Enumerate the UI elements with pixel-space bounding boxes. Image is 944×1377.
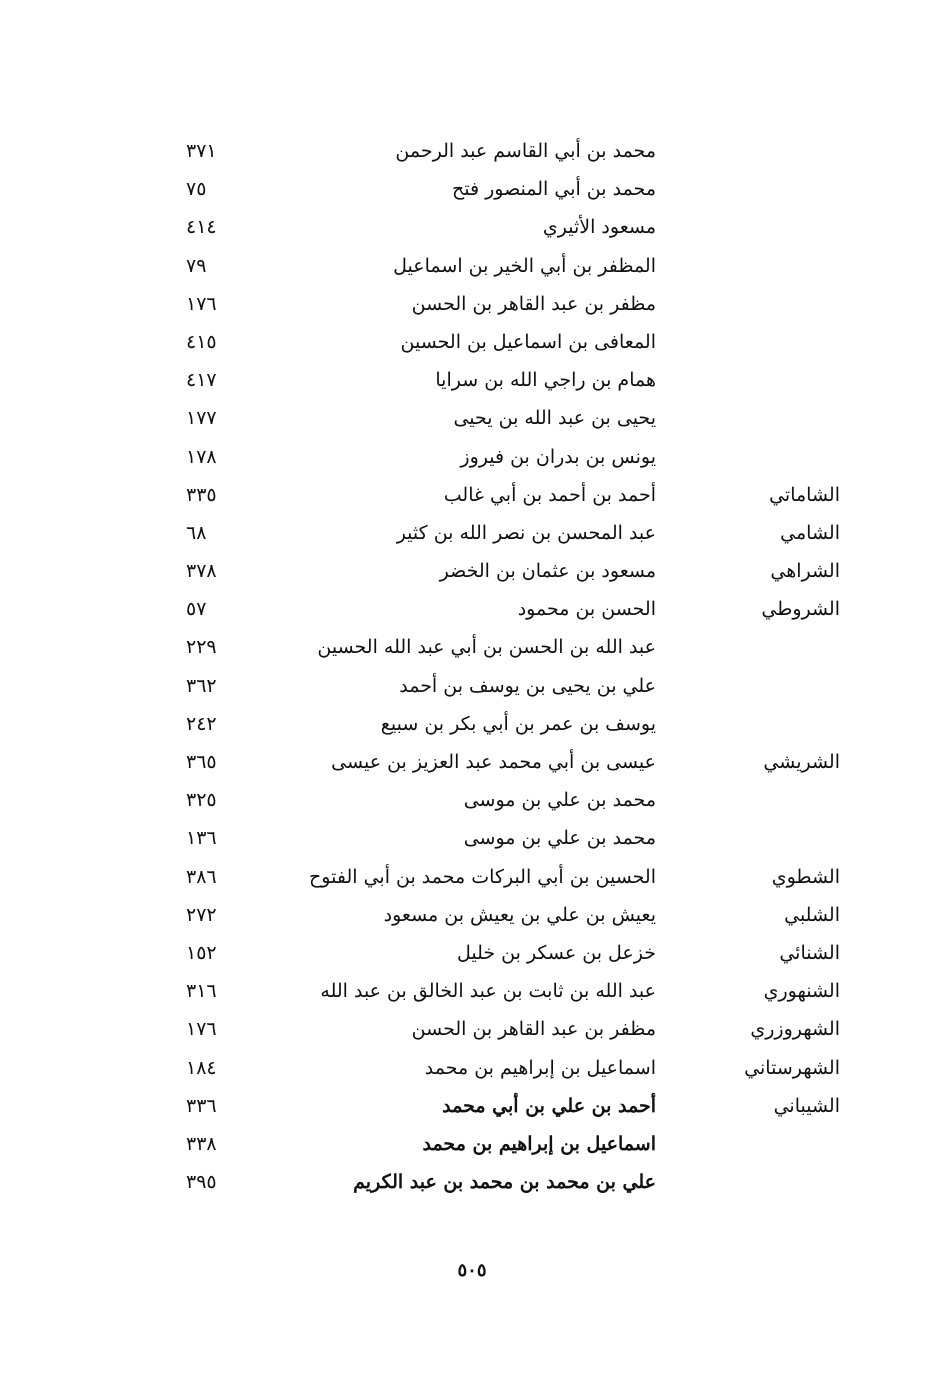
person-name: الحسين بن أبي البركات محمد بن أبي الفتوح	[309, 865, 656, 888]
page-ref: ١٣٦	[186, 827, 217, 850]
nisba-label: الشراهي	[770, 560, 840, 583]
person-name: عبد الله بن الحسن بن أبي عبد الله الحسين	[317, 636, 656, 659]
person-name: علي بن محمد بن محمد بن عبد الكريم	[353, 1171, 656, 1194]
person-name: عيسى بن أبي محمد عبد العزيز بن عيسى	[331, 751, 656, 773]
index-entry	[0, 1010, 944, 1048]
index-entry	[0, 1125, 944, 1163]
page-ref: ٣٦٢	[186, 674, 217, 697]
page-ref: ١٧٦	[186, 292, 217, 315]
index-entry	[0, 1087, 944, 1125]
index-entry	[0, 819, 944, 857]
person-name: يوسف بن عمر بن أبي بكر بن سبيع	[380, 712, 656, 735]
page-ref: ١٧٨	[186, 445, 217, 468]
person-name: مظفر بن عبد القاهر بن الحسن	[411, 292, 656, 315]
index-entry	[0, 361, 944, 399]
index-entry	[0, 247, 944, 285]
nisba-label: الشطوي	[771, 865, 840, 888]
person-name: أحمد بن أحمد بن أبي غالب	[443, 483, 656, 506]
person-name: همام بن راجي الله بن سرايا	[435, 369, 656, 392]
index-entry	[0, 514, 944, 552]
page-ref: ١٨٤	[186, 1056, 217, 1079]
index-entry	[0, 132, 944, 170]
index-entry	[0, 858, 944, 896]
page-ref: ١٥٢	[186, 941, 217, 964]
person-name: الحسن بن محمود	[517, 598, 656, 621]
index-entry	[0, 743, 944, 781]
page-ref: ٣٦٥	[186, 751, 217, 773]
page-ref: ٣٧١	[186, 140, 217, 162]
person-name: أحمد بن علي بن أبي محمد	[442, 1094, 656, 1117]
page-ref: ٢٧٢	[186, 903, 217, 926]
person-name: عبد المحسن بن نصر الله بن كثير	[396, 521, 656, 544]
index-entry	[0, 590, 944, 628]
person-name: محمد بن أبي القاسم عبد الرحمن	[395, 140, 656, 162]
index-entry	[0, 552, 944, 590]
page-ref: ٣٣٨	[186, 1132, 217, 1155]
page-number: ٥٠٥	[457, 1260, 487, 1281]
index-entry	[0, 896, 944, 934]
person-name: مسعود بن عثمان بن الخضر	[439, 560, 656, 583]
index-entry	[0, 438, 944, 476]
person-name: يحيى بن عبد الله بن يحيى	[453, 407, 656, 430]
person-name: اسماعيل بن إبراهيم بن محمد	[424, 1056, 656, 1079]
person-name: يونس بن بدران بن فيروز	[460, 445, 656, 468]
person-name: اسماعيل بن إبراهيم بن محمد	[422, 1132, 656, 1155]
person-name: خزعل بن عسكر بن خليل	[456, 941, 656, 964]
page-ref: ٦٨	[186, 521, 207, 544]
index-entry	[0, 323, 944, 361]
index-entry	[0, 972, 944, 1010]
index-entry	[0, 208, 944, 246]
index-entry	[0, 476, 944, 514]
nisba-label: الشروطي	[761, 598, 840, 621]
page-ref: ٧٩	[186, 254, 207, 277]
index-list	[0, 132, 944, 1201]
person-name: محمد بن علي بن موسى	[463, 789, 656, 812]
index-entry	[0, 170, 944, 208]
page-ref: ٣٣٦	[186, 1094, 217, 1117]
person-name: محمد بن علي بن موسى	[463, 827, 656, 850]
index-entry	[0, 628, 944, 666]
nisba-label: الشهروزري	[750, 1018, 840, 1041]
person-name: مظفر بن عبد القاهر بن الحسن	[411, 1018, 656, 1041]
index-entry	[0, 1049, 944, 1087]
page-ref: ٥٧	[186, 598, 207, 621]
person-name: عبد الله بن ثابت بن عبد الخالق بن عبد الله	[320, 980, 656, 1003]
page-ref: ٢٢٩	[186, 636, 217, 659]
index-entry	[0, 285, 944, 323]
nisba-label: الشريشي	[763, 751, 840, 773]
page-ref: ٣٩٥	[186, 1171, 217, 1194]
nisba-label: الشنهوري	[763, 980, 840, 1003]
index-entry	[0, 934, 944, 972]
person-name: محمد بن أبي المنصور فتح	[451, 178, 656, 201]
nisba-label: الشامي	[780, 521, 840, 544]
index-entry	[0, 1163, 944, 1201]
index-entry	[0, 781, 944, 819]
person-name: المعافى بن اسماعيل بن الحسين	[400, 330, 656, 353]
nisba-label: الشاماتي	[769, 483, 840, 506]
page-ref: ٣٨٦	[186, 865, 217, 888]
nisba-label: الشلبي	[784, 903, 840, 926]
index-entry	[0, 705, 944, 743]
person-name: مسعود الأثيري	[542, 216, 656, 239]
person-name: المظفر بن أبي الخير بن اسماعيل	[393, 254, 656, 277]
page-ref: ١٧٧	[186, 407, 217, 430]
page-ref: ٧٥	[186, 178, 207, 201]
page-ref: ٣٢٥	[186, 789, 217, 812]
index-entry	[0, 399, 944, 437]
page-ref: ٤١٧	[186, 369, 217, 392]
person-name: علي بن يحيى بن يوسف بن أحمد	[399, 674, 656, 697]
nisba-label: الشيباني	[773, 1094, 840, 1117]
nisba-label: الشهرستاني	[744, 1056, 840, 1079]
page-ref: ٤١٥	[186, 330, 217, 353]
page-ref: ٣١٦	[186, 980, 217, 1003]
page-ref: ١٧٦	[186, 1018, 217, 1041]
page-ref: ٢٤٢	[186, 712, 217, 735]
nisba-label: الشنائي	[779, 941, 840, 964]
page-ref: ٣٧٨	[186, 560, 217, 583]
index-entry	[0, 667, 944, 705]
person-name: يعيش بن علي بن يعيش بن مسعود	[383, 903, 656, 926]
page-ref: ٣٣٥	[186, 483, 217, 506]
page-ref: ٤١٤	[186, 216, 217, 239]
